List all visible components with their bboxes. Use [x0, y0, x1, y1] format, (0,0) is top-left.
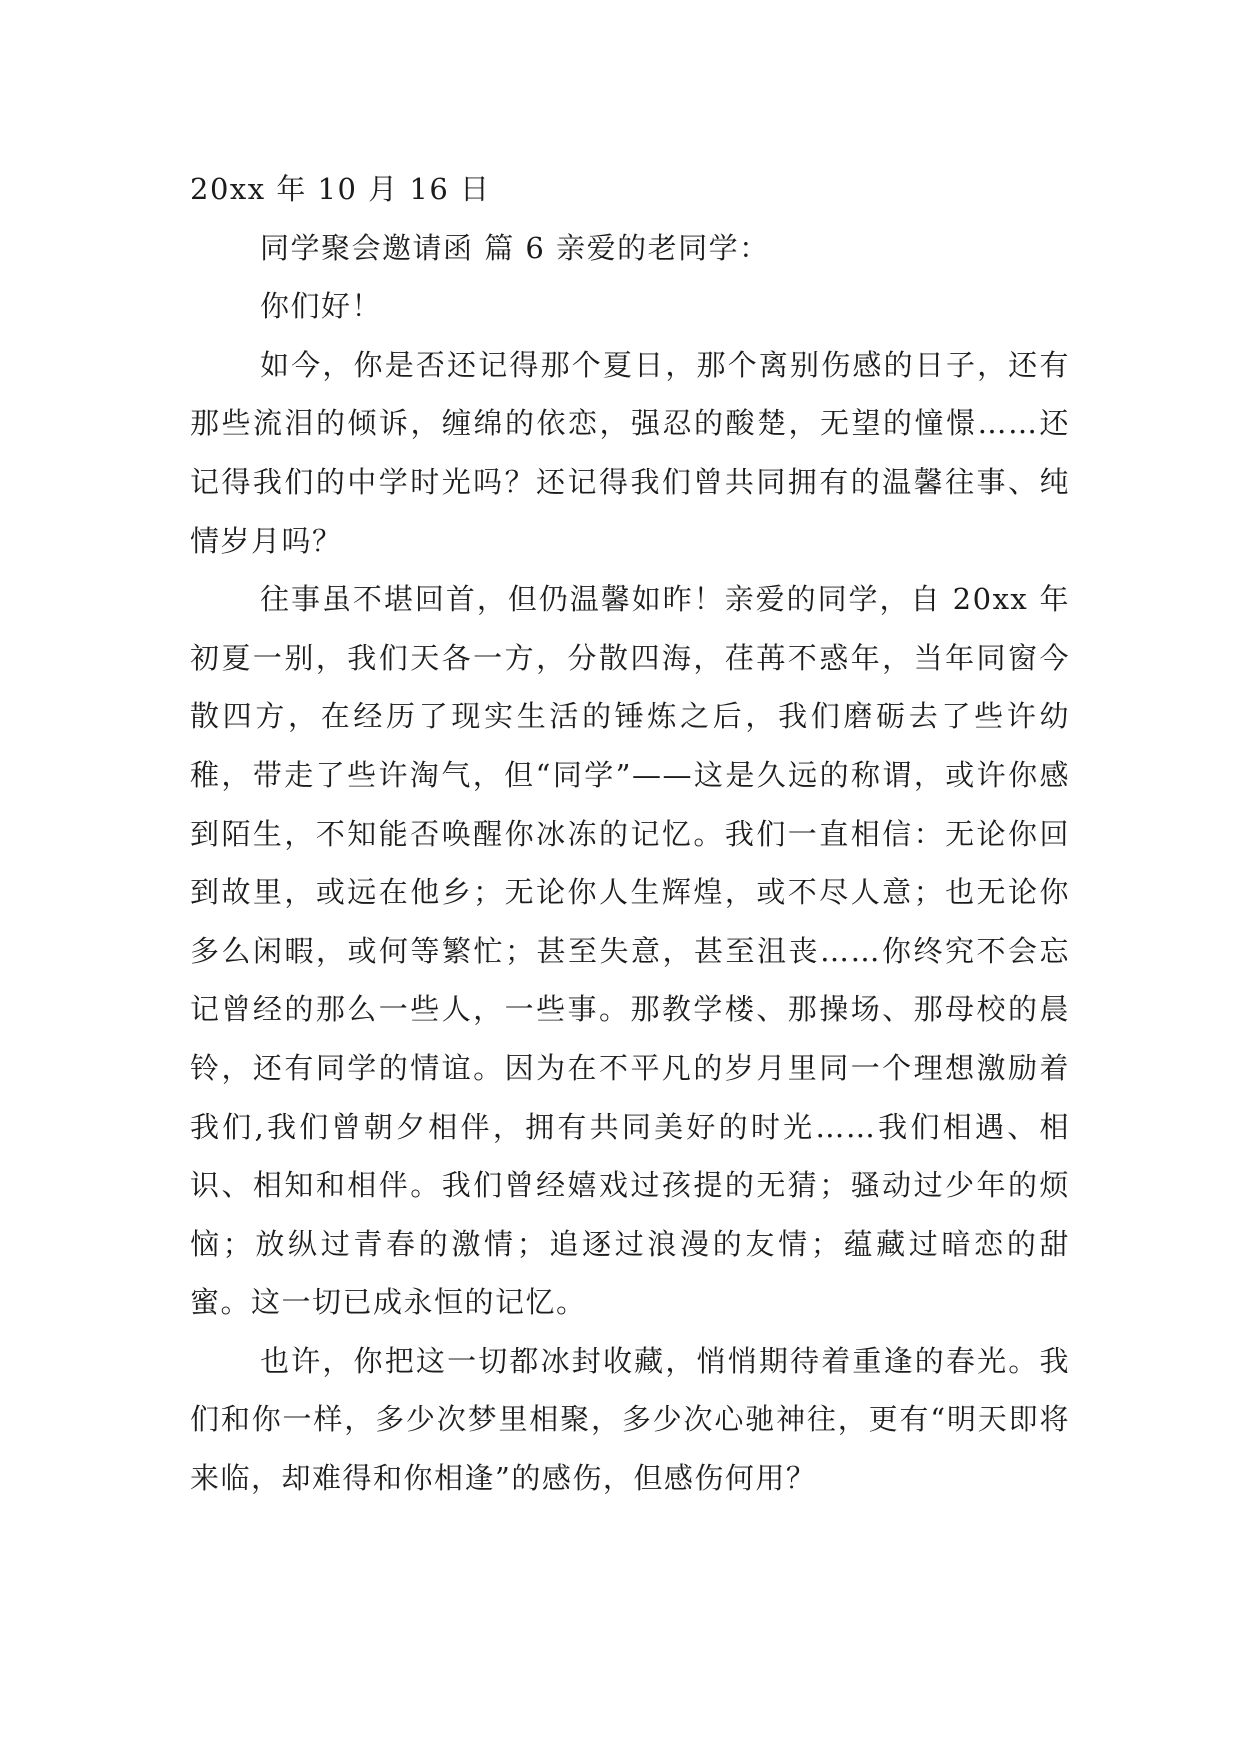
- body-paragraph: 如今，你是否还记得那个夏日，那个离别伤感的日子，还有那些流泪的倾诉，缠绵的依恋，强忍的酸楚，无望的憧憬……还记得我们的中学时光吗？还记得我们曾共同拥有的温馨往事、纯情岁月吗？: [190, 347, 1070, 558]
- document-body: [190, 160, 1070, 1508]
- body-paragraph: 往事虽不堪回首，但仍温馨如昨！亲爱的同学，自 20xx 年初夏一别，我们天各一方，分散四海，荏苒不惑年，当年同窗今散四方，在经历了现实生活的锤炼之后，我们磨砺去了些许幼稚，带走了些许淘气，但“同学”——这是久远的称谓，或许你感到陌生，不知能否唤醒你冰冻的记忆。我们一直相信：无论你回到故里，或远在他乡；无论你人生辉煌，或不尽人意；也无论你多么闲暇，或何等繁忙；甚至失意，甚至沮丧……你终究不会忘记曾经的那么一些人，一些事。那教学楼、那操场、那母校的晨铃，还有同学的情谊。因为在不平凡的岁月里同一个理想激励着我们,我们曾朝夕相伴，拥有共同美好的时光……我们相遇、相识、相知和相伴。我们曾经嬉戏过孩提的无猜；骚动过少年的烦恼；放纵过青春的激情；追逐过浪漫的友情；蕴藏过暗恋的甜蜜。这一切已成永恒的记忆。: [190, 582, 1070, 1320]
- letter-date: 20xx 年 10 月 16 日: [190, 172, 491, 206]
- body-paragraph: 也许，你把这一切都冰封收藏，悄悄期待着重逢的春光。我们和你一样，多少次梦里相聚，多少次心驰神往，更有“明天即将来临，却难得和你相逢”的感伤，但感伤何用？: [190, 1343, 1070, 1496]
- letter-heading: 同学聚会邀请函 篇 6 亲爱的老同学：: [260, 230, 770, 265]
- letter-greeting: 你们好！: [260, 289, 383, 324]
